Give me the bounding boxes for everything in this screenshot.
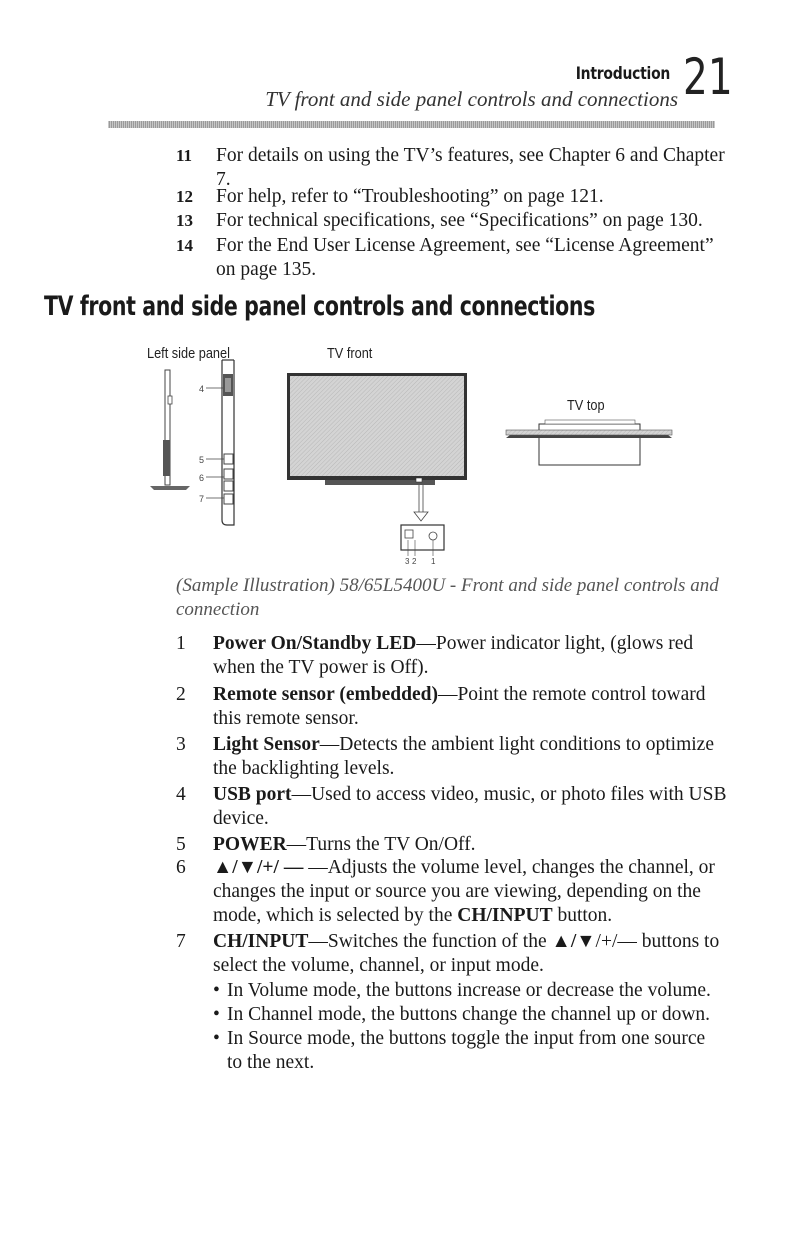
tv-front-label: TV front xyxy=(327,345,373,362)
list-item-number: 12 xyxy=(176,187,193,206)
tv-front-drawing xyxy=(287,373,467,566)
list-item-number: 6 xyxy=(176,857,186,878)
bullet-text: In Channel mode, the buttons change the channel up or down. xyxy=(227,1004,711,1025)
arrow-down-icon xyxy=(414,512,428,521)
power-button-icon xyxy=(224,454,233,464)
list-item-number: 11 xyxy=(176,146,193,165)
control-term-inline: CH/INPUT xyxy=(457,905,553,926)
list-item-number: 14 xyxy=(176,236,193,255)
control-term: Remote sensor (embedded) xyxy=(213,684,438,705)
list-item-text: For technical specifications, see “Specifications” on page 130. xyxy=(216,210,703,231)
control-description: —Switches the function of the xyxy=(308,931,552,952)
bullet-text: In Volume mode, the buttons increase or decrease the volume. xyxy=(227,980,711,1001)
control-description: —Used to access video, music, or photo files with USB device. xyxy=(213,784,727,829)
list-item-number: 5 xyxy=(176,834,186,855)
list-item-text: For the End User License Agreement, see “License Agreement” on page 135. xyxy=(216,235,714,280)
bullet-text: In Source mode, the buttons toggle the input from one source to the next. xyxy=(227,1028,706,1073)
list-item-number: 4 xyxy=(176,784,186,805)
mode-bullet-list xyxy=(213,979,723,1075)
side-profile-drawing xyxy=(150,370,190,490)
control-term-inline: ▲/▼ xyxy=(551,931,596,952)
power-led-icon xyxy=(429,532,437,540)
volume-channel-button-icon xyxy=(224,469,233,479)
bullet-item: • In Volume mode, the buttons increase or decrease the volume. xyxy=(213,980,711,1001)
control-term: ▲/▼/+/ — xyxy=(213,857,309,878)
bullet-item: • In Channel mode, the buttons change the channel up or down. xyxy=(213,1004,711,1025)
figure-caption: (Sample Illustration) 58/65L5400U - Front and side panel controls and connection xyxy=(176,575,719,620)
bullet-item: • In Source mode, the buttons toggle the input from one source to the next. xyxy=(213,1028,706,1073)
list-item-text: For help, refer to “Troubleshooting” on page 121. xyxy=(216,186,604,207)
list-item-number: 3 xyxy=(176,734,186,755)
page-number: 21 xyxy=(683,48,733,106)
list-item-number: 2 xyxy=(176,684,186,705)
control-description: —Power indicator light, (glows red when the TV power is Off). xyxy=(213,633,694,678)
callout-2: 2 xyxy=(412,557,417,566)
tv-illustration xyxy=(0,0,806,600)
list-item-number: 7 xyxy=(176,931,186,952)
control-description: —Detects the ambient light conditions to optimize the backlighting levels. xyxy=(213,734,714,779)
control-term: POWER xyxy=(213,834,287,855)
running-header-section: Introduction xyxy=(575,64,670,84)
control-description: —Turns the TV On/Off. xyxy=(286,834,476,855)
callout-6: 6 xyxy=(199,473,205,483)
side-panel-zoom xyxy=(199,360,234,525)
control-term: CH/INPUT xyxy=(213,931,309,952)
callout-1: 1 xyxy=(431,557,436,566)
callout-3: 3 xyxy=(405,557,410,566)
control-description: —Point the remote control toward this remote sensor. xyxy=(213,684,706,729)
control-term: Light Sensor xyxy=(213,734,320,755)
running-header-subtitle: TV front and side panel controls and connections xyxy=(265,87,678,111)
left-side-panel-label: Left side panel xyxy=(147,345,230,362)
callout-4: 4 xyxy=(199,384,205,394)
list-item-number: 1 xyxy=(176,633,186,654)
control-term: Power On/Standby LED xyxy=(213,633,417,654)
callout-5: 5 xyxy=(199,455,205,465)
control-description-tail: /+/— buttons to select the volume, channel, or input mode. xyxy=(213,931,720,976)
control-term: USB port xyxy=(213,784,292,805)
tv-top-drawing xyxy=(506,420,672,465)
list-item-text: For details on using the TV’s features, see Chapter 6 and Chapter 7. xyxy=(216,145,725,190)
control-description-tail: button. xyxy=(552,905,613,926)
tv-top-label: TV top xyxy=(567,397,605,414)
list-item-number: 13 xyxy=(176,211,193,230)
section-title: TV front and side panel controls and connections xyxy=(44,291,595,322)
ch-input-button-icon xyxy=(224,494,233,504)
light-sensor-icon xyxy=(405,530,413,538)
callout-7: 7 xyxy=(199,494,205,504)
control-description: —Adjusts the volume level, changes the channel, or changes the input or source you are viewing, depending on the mode, which is selected by the xyxy=(213,857,715,926)
